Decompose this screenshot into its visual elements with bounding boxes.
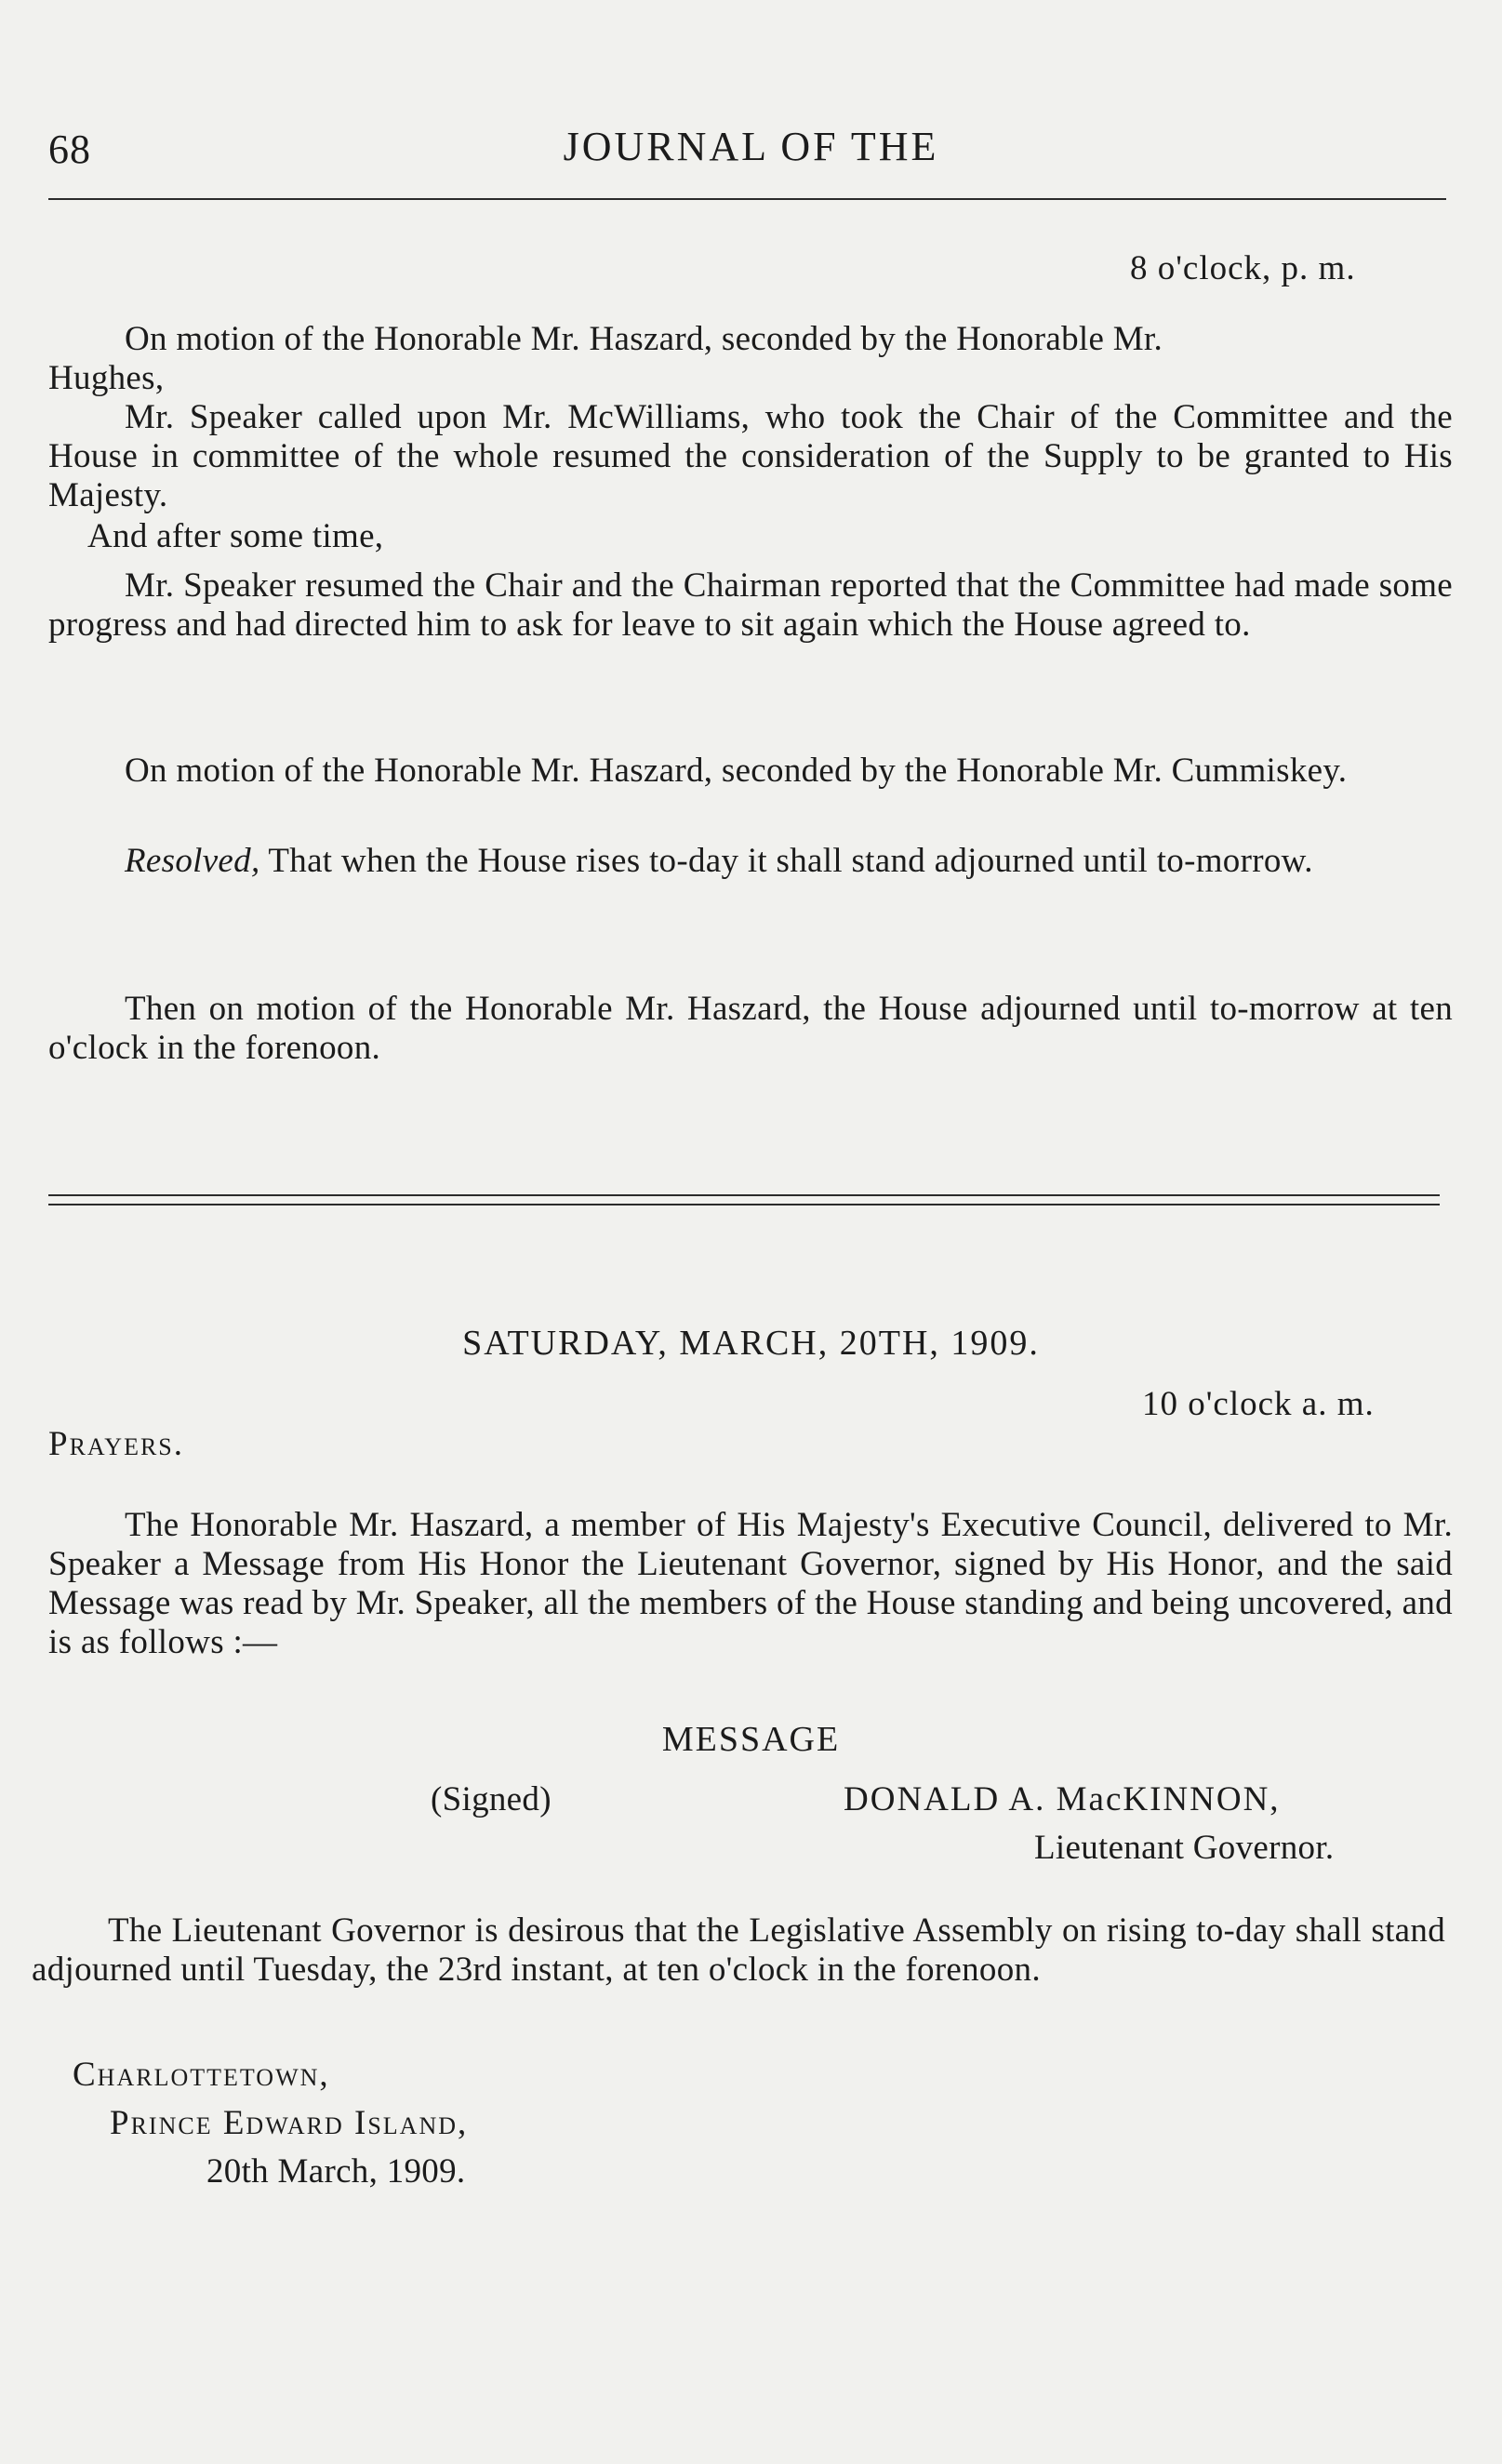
adjournment-motion-paragraph: On motion of the Honorable Mr. Haszard, seconded by the Honorable Mr. Cummiskey. — [125, 752, 1348, 790]
committee-paragraph: Mr. Speaker called upon Mr. McWilliams, who took the Chair of the Committee and the House in committee of the whole resumed the consideration of the Supply to be granted to His Majesty. — [48, 398, 1453, 514]
session-time: 8 o'clock, p. m. — [1130, 249, 1356, 287]
motion-paragraph-line2: Hughes, — [48, 359, 165, 397]
message-heading: MESSAGE — [661, 1720, 841, 1759]
resolution-text: That when the House rises to-day it shall stand adjourned until to-morrow. — [259, 842, 1313, 880]
motion-paragraph-line1: On motion of the Honorable Mr. Haszard, seconded by the Honorable Mr. — [125, 320, 1163, 358]
date-heading: SATURDAY, MARCH, 20TH, 1909. — [462, 1324, 1040, 1363]
signed-label: (Signed) — [431, 1780, 552, 1818]
morning-time: 10 o'clock a. m. — [1142, 1385, 1375, 1423]
prayers-label: Prayers. — [48, 1425, 185, 1463]
section-divider — [48, 1194, 1440, 1205]
signatory-title: Lieutenant Governor. — [1034, 1829, 1335, 1867]
final-adjournment-paragraph: Then on motion of the Honorable Mr. Haszard, the House adjourned until to-morrow at ten o'clock in the forenoon. — [48, 990, 1453, 1067]
signatory-name: DONALD A. MacKINNON, — [844, 1780, 1281, 1818]
place-line-2: Prince Edward Island, — [110, 2104, 469, 2142]
resolved-label: Resolved, — [125, 842, 260, 880]
place-date: 20th March, 1909. — [206, 2152, 466, 2191]
report-paragraph: Mr. Speaker resumed the Chair and the Chairman reported that the Committee had made some progress and had directed him to ask for leave to sit again which the House agreed to. — [48, 566, 1453, 644]
message-body: The Lieutenant Governor is desirous that the Legislative Assembly on rising to-day shall stand adjourned until Tuesday, the 23rd instant, at ten o'clock in the forenoon. — [32, 1911, 1445, 1989]
message-delivery-paragraph: The Honorable Mr. Haszard, a member of His Majesty's Executive Council, delivered to Mr. Speaker a Message from His Honor the Lieutenant Governor, signed by His Honor, and the said Message was read by Mr. Speaker, all the members of the House standing and being uncovered, and is as follows :— — [48, 1506, 1453, 1661]
after-time-paragraph: And after some time, — [87, 517, 384, 555]
running-title: JOURNAL OF THE — [563, 124, 939, 169]
place-line-1: Charlottetown, — [73, 2056, 330, 2094]
header-rule — [48, 198, 1446, 200]
resolution-paragraph — [48, 842, 1453, 881]
page-number: 68 — [48, 127, 91, 172]
